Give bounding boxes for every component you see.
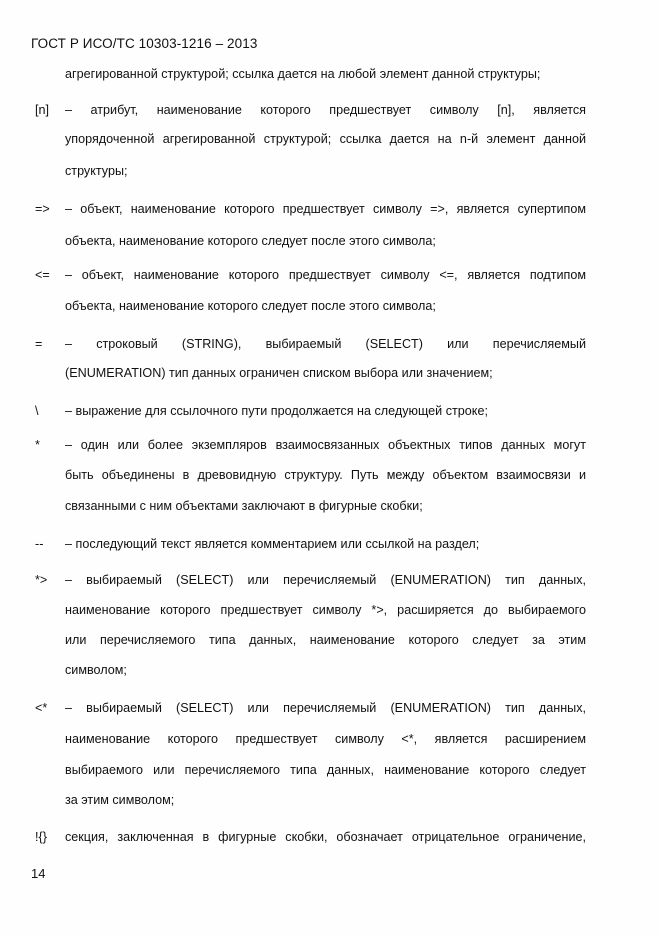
intro-line: агрегированной структурой; ссылка дается на любой элемент данной структуры; (65, 67, 541, 81)
entry-symbol: <= (35, 268, 50, 282)
entry-line: объекта, наименование которого следует после этого символа; (65, 299, 436, 313)
document-header: ГОСТ Р ИСО/ТС 10303-1216 – 2013 (31, 36, 258, 51)
entry-line: – объект, наименование которого предшествует символу <=, является подтипом (65, 268, 586, 282)
entry-symbol: * (35, 438, 40, 452)
entry-line: или перечисляемого типа данных, наименование которого следует за этим (65, 633, 586, 647)
entry-line: структуры; (65, 164, 128, 178)
entry-line: – строковый (STRING), выбираемый (SELECT) или перечисляемый (65, 337, 586, 351)
entry-symbol: [n] (35, 103, 50, 117)
entry-line: – один или более экземпляров взаимосвязанных объектных типов данных могут (65, 438, 586, 452)
entry-line: – атрибут, наименование которого предшествует символу [n], является (65, 103, 586, 117)
entry-line: связанными с ним объектами заключают в фигурные скобки; (65, 499, 423, 513)
entry-symbol: \ (35, 404, 39, 418)
page-number: 14 (31, 866, 46, 881)
entry-line: выбираемого или перечисляемого типа данных, наименование которого следует (65, 763, 586, 777)
entry-line: (ENUMERATION) тип данных ограничен списком выбора или значением; (65, 366, 493, 380)
entry-symbol: => (35, 202, 50, 216)
entry-line: за этим символом; (65, 793, 175, 807)
entry-line: секция, заключенная в фигурные скобки, обозначает отрицательное ограничение, (65, 830, 586, 844)
entry-line: символом; (65, 663, 127, 677)
entry-line: – выбираемый (SELECT) или перечисляемый (ENUMERATION) тип данных, (65, 701, 586, 715)
entry-symbol: <* (35, 701, 48, 715)
entry-line: – выбираемый (SELECT) или перечисляемый (ENUMERATION) тип данных, (65, 573, 586, 587)
entry-line: – объект, наименование которого предшествует символу =>, является супертипом (65, 202, 586, 216)
entry-line: наименование которого предшествует символу *>, расширяется до выбираемого (65, 603, 586, 617)
entry-line: упорядоченной агрегированной структурой; ссылка дается на n-й элемент данной (65, 132, 586, 146)
entry-symbol: !{} (35, 830, 47, 844)
entry-symbol: -- (35, 537, 44, 551)
entry-symbol: *> (35, 573, 48, 587)
entry-line: наименование которого предшествует символу <*, является расширением (65, 732, 586, 746)
entry-symbol: = (35, 337, 43, 351)
entry-line: – выражение для ссылочного пути продолжается на следующей строке; (65, 404, 488, 418)
entry-line: – последующий текст является комментарием или ссылкой на раздел; (65, 537, 480, 551)
entry-line: быть объединены в древовидную структуру. Путь между объектом взаимосвязи и (65, 468, 586, 482)
entry-line: объекта, наименование которого следует после этого символа; (65, 234, 436, 248)
